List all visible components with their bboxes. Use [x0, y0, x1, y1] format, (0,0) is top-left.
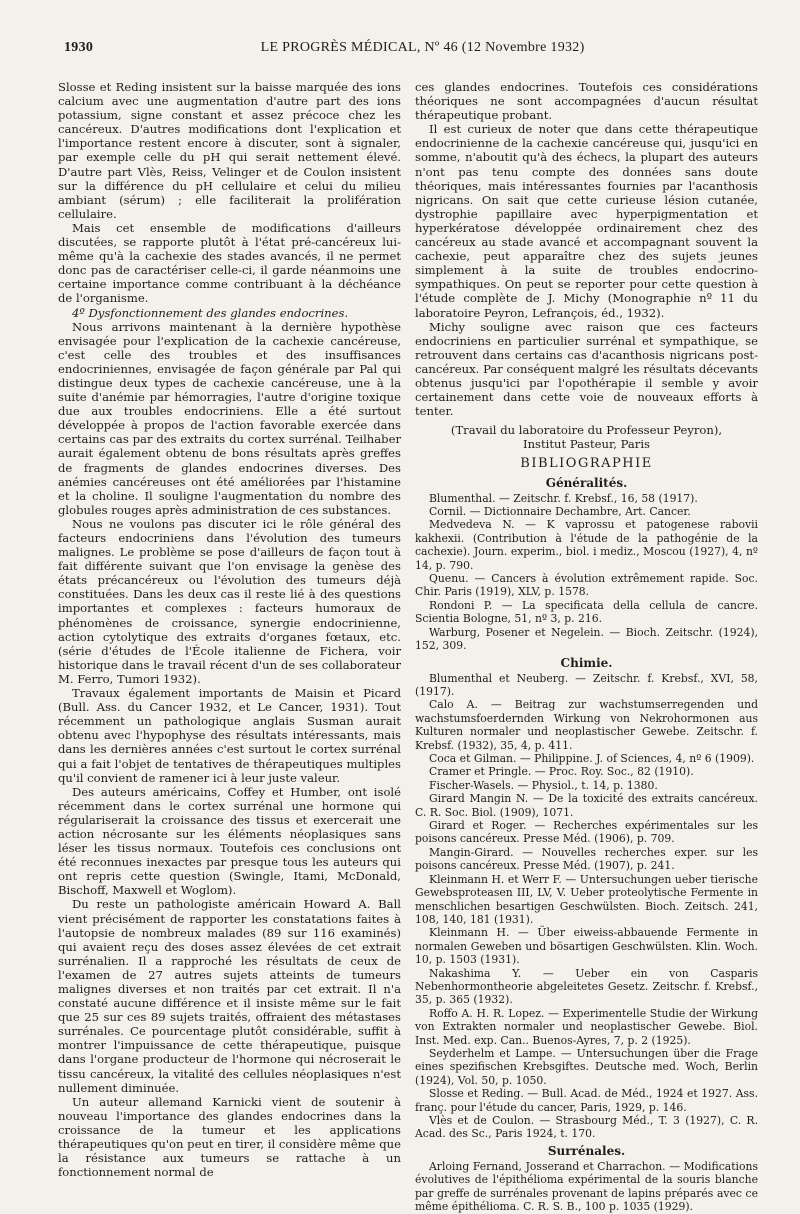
journal-title: LE PROGRÈS MÉDICAL, Nº 46 (12 Novembre 1932) — [260, 40, 585, 55]
paragraph: Nous ne voulons pas discuter ici le rôle général des facteurs endocriniens dans l'évolution des tumeurs malignes. Le problème se pose d'ailleurs de façon tout à fait différente suivant que l'on envisage la genèse des états précancéreux ou l'évolution des tumeurs déjà constituées. Dans les deux cas il reste lié à des questions importantes et complexes : facteurs humoraux de phénomènes de croissance, synergie endocrinienne, action cytolytique des extraits d'organes fœtaux, etc. (série d'études de l'École italienne de Fichera, voir historique dans le travail récent d'un de ses collaborateur M. Ferro, Tumori 1932). — [58, 516, 401, 686]
lab-credit — [415, 423, 758, 451]
reference: Nakashima Y. — Ueber ein von Casparis Nebenhormontheorie abgeleitetes Gesetz. Zeitschr. f. Krebsf., 35, p. 365 (1932). — [415, 966, 758, 1007]
paragraph: Nous arrivons maintenant à la dernière hypothèse envisagée pour l'explication de la cachexie cancéreuse, c'est celle des troubles et des insuffisances endocriniennes, envisagée de façon générale par Pal qui distingue deux types de cachexie cancéreuse, une à la suite d'anémie par hémorragies, l'autre d'origine toxique due aux troubles endocriniens. Elle a été surtout développée à propos de l'action favorable exercée dans certains cas par des extraits du cortex surrénal. Teilhaber aurait également obtenu de bons résultats après greffes de fragments de glandes endocrines diverses. Des anémies cancéreuses ont été améliorées par l'histamine et la choline. Il souligne l'augmentation du nombre des globules rouges après administration de ces substances. — [58, 319, 401, 517]
reference: Quenu. — Cancers à évolution extrêmement rapide. Soc. Chir. Paris (1919), XLV, p. 1578. — [415, 572, 758, 599]
reference: Blumenthal et Neuberg. — Zeitschr. f. Krebsf., XVI, 58, (1917). — [415, 671, 758, 698]
reference: Seyderhelm et Lampe. — Untersuchungen über die Frage eines spezifischen Krebsgiftes. Deutsche med. Woch, Berlin (1924), Vol. 50, p. 1050. — [415, 1046, 758, 1087]
reference: Arloing Fernand, Josserand et Charrachon. — Modifications évolutives de l'épithélioma expérimental de la souris blanche par greffe de surrénales provenant de lapins préparés avec ce même épithélioma. C. R. S. B., 100 p. 1035 (1929). — [415, 1159, 758, 1214]
reference: Girard et Roger. — Recherches expérimentales sur les poisons cancéreux. Presse Méd. (1906), p. 709. — [415, 819, 758, 846]
left-column — [58, 80, 401, 1214]
two-column-body — [58, 80, 758, 1214]
reference: Coca et Gilman. — Philippine. J. of Sciences, 4, nº 6 (1909). — [429, 752, 755, 766]
paragraph: Du reste un pathologiste américain Howard A. Ball vient précisément de rapporter les constatations faites à l'autopsie de nombreux malades (89 sur 116 examinés) qui avaient reçu des doses assez élevées de cet extrait surrénalien. Il a rapproché les résultats de ceux de l'examen de 27 autres sujets atteints de tumeurs malignes diverses et non traités par cet extrait. Il n'a constaté aucune différence et il insiste même sur le fait que 25 sur ces 89 sujets traités, offraient des métastases surrénales. Ce pourcentage plutôt considérable, suffit à montrer l'impuissance de cette thérapeutique, puisque dans l'organe producteur de l'hormone qui nécroserait le tissu cancéreux, la vitalité des cellules néoplasiques n'est nullement diminuée. — [58, 897, 401, 1095]
reference: Blumenthal. — Zeitschr. f. Krebsf., 16, 58 (1917). — [429, 491, 698, 505]
right-column — [415, 80, 758, 1214]
reference: Vlès et de Coulon. — Strasbourg Méd., T. 3 (1927), C. R. Acad. des Sc., Paris 1924, t. 170. — [415, 1114, 758, 1141]
reference: Warburg, Posener et Negelein. — Bioch. Zeitschr. (1924), 152, 309. — [415, 625, 758, 653]
reference: Calo A. — Beitrag zur wachstumserregenden und wachstumsfoerdernden Wirkung von Nekrohormonen aus Kulturen normaler und neoplastischer Gewebe. Zeitschr. f. Krebsf. (1932), 35, 4, p. 411. — [415, 698, 758, 752]
reference: Medvedeva N. — K vaprossu et patogenese rabovii kakhexii. (Contribution à l'étude de la pathogénie de la cachexie). Journ. experim., biol. i mediz., Moscou (1927), 4, nº 14, p. 790. — [415, 518, 758, 572]
running-header — [58, 40, 758, 56]
reference: Roffo A. H. R. Lopez. — Experimentelle Studie der Wirkung von Extrakten normaler und neoplastischer Gewebe. Biol. Inst. Med. exp. Can.. Buenos-Ayres, 7, p. 2 (1925). — [415, 1006, 758, 1047]
reference: Cornil. — Dictionnaire Dechambre, Art. Cancer. — [429, 505, 691, 519]
paragraph: Mais cet ensemble de modifications d'ailleurs discutées, se rapporte plutôt à l'état pré-cancéreux lui-même qu'à la cachexie des stades avancés, il ne permet donc pas de caractériser celle-ci, il garde néanmoins une certaine importance comme contribuant à la déchéance de l'organisme. — [58, 220, 401, 306]
section-title-chimie: Chimie. — [560, 655, 613, 670]
paragraph: Slosse et Reding insistent sur la baisse marquée des ions calcium avec une augmentation d'autre part des ions potassium, signe constant et assez précoce chez les cancéreux. D'autres modifications dont l'explication et l'importance restent encore à discuter, sont à signaler, par exemple celle du pH qui serait nettement élevé. D'autre part Vlès, Reiss, Velinger et de Coulon insistent sur la différence du pH cellulaire et celui du milieu ambiant (sérum) ; elle faciliterait la prolifération cellulaire. — [58, 80, 401, 221]
section-title-surrenales: Surrénales. — [547, 1143, 626, 1158]
reference: Girard Mangin N. — De la toxicité des extraits cancéreux. C. R. Soc. Biol. (1909), 1071. — [415, 792, 758, 819]
reference: Kleinmann H. et Werr F. — Untersuchungen ueber tierische Gewebsproteasen III, LV, V. Ueber proteolytische Fermente in menschlichen besartigen Geschwülsten. Bioch. Zeitsch. 241, 108, 140, 181 (1931). — [415, 872, 758, 926]
reference: Mangin-Girard. — Nouvelles recherches exper. sur les poisons cancéreux. Presse Méd. (1907), p. 241. — [415, 845, 758, 873]
institute-line: Institut Pasteur, Paris — [523, 437, 650, 452]
paragraph: Des auteurs américains, Coffey et Humber, ont isolé récemment dans le cortex surrénal une hormone qui régulariserait la croissance des tissus et exercerait une action nécrosante sur les éléments néoplasiques sans léser les tissus normaux. Toutefois ces conclusions ont été reconnues inexactes par presque tous les auteurs qui ont repris cette question (Swingle, Itami, McDonald, Bischoff, Maxwell et Woglom). — [58, 784, 401, 898]
section-heading: 4º Dysfonctionnement des glandes endocrines. — [72, 305, 349, 320]
reference: Cramer et Pringle. — Proc. Roy. Soc., 82 (1910). — [429, 765, 694, 779]
paragraph: Michy souligne avec raison que ces facteurs endocriniens en particulier surrénal et sympathique, se retrouvent dans certains cas d'acanthosis nigricans post-cancéreux. Par conséquent malgré les résultats décevants obtenus jusqu'ici par l'opothérapie il semble y avoir certainement dans cette voie de nouveaux efforts à tenter. — [415, 319, 758, 419]
lab-credit-line: (Travail du laboratoire du Professeur Peyron), — [450, 423, 723, 438]
reference: Rondoni P. — La specificata della cellula de cancre. Scientia Bologne, 51, nº 3, p. 216. — [415, 598, 758, 626]
page-number: 1930 — [64, 40, 94, 55]
reference: Fischer-Wasels. — Physiol., t. 14, p. 1380. — [429, 778, 658, 792]
reference: Kleinmann H. — Über eiweiss-abbauende Fermente in normalen Geweben und bösartigen Geschwülsten. Klin. Woch. 10, p. 1503 (1931). — [415, 926, 758, 967]
paragraph: Un auteur allemand Karnicki vient de soutenir à nouveau l'importance des glandes endocrines dans la croissance de la tumeur et les applications thérapeutiques qu'on peut en tirer, il considère même que la résistance aux tumeurs se rattache à un fonctionnement normal de — [58, 1094, 401, 1180]
paragraph: ces glandes endocrines. Toutefois ces considérations théoriques ne sont accompagnées d'aucun résultat thérapeutique probant. — [415, 80, 758, 123]
reference: Slosse et Reding. — Bull. Acad. de Méd., 1924 et 1927. Ass. franç. pour l'étude du cancer, Paris, 1929, p. 146. — [415, 1087, 758, 1114]
paragraph: Il est curieux de noter que dans cette thérapeutique endocrinienne de la cachexie cancéreuse qui, jusqu'ici en somme, n'aboutit qu'à des échecs, la plupart des auteurs n'ont pas tenu compte des données sans doute théoriques, mais intéressantes fournies par l'acanthosis nigricans. On sait que cette curieuse lésion cutanée, dystrophie papillaire avec hyperpigmentation et hyperkératose développée ordinairement chez des cancéreux au stade avancé et accompagnant souvent la cachexie, peut apparaître chez des sujets jeunes simplement à la suite de troubles endocrino-sympathiques. On peut se reporter pour cette question à l'étude complète de J. Michy (Monographie nº 11 du laboratoire Peyron, Lefrançois, éd., 1932). — [415, 122, 758, 320]
paragraph: Travaux également importants de Maisin et Picard (Bull. Ass. du Cancer 1932, et Le Cancer, 1931). Tout récemment un pathologique anglais Susman aurait obtenu avec l'hypophyse des résultats intéressants, mais dans les dernières années c'est surtout le cortex surrénal qui a fait l'objet de tentatives de thérapeutiques multiples qu'il convient de ramener ici à leur juste valeur. — [58, 686, 401, 785]
bibliography-title: BIBLIOGRAPHIE — [520, 456, 653, 472]
section-title-generalites: Généralités. — [545, 475, 628, 490]
